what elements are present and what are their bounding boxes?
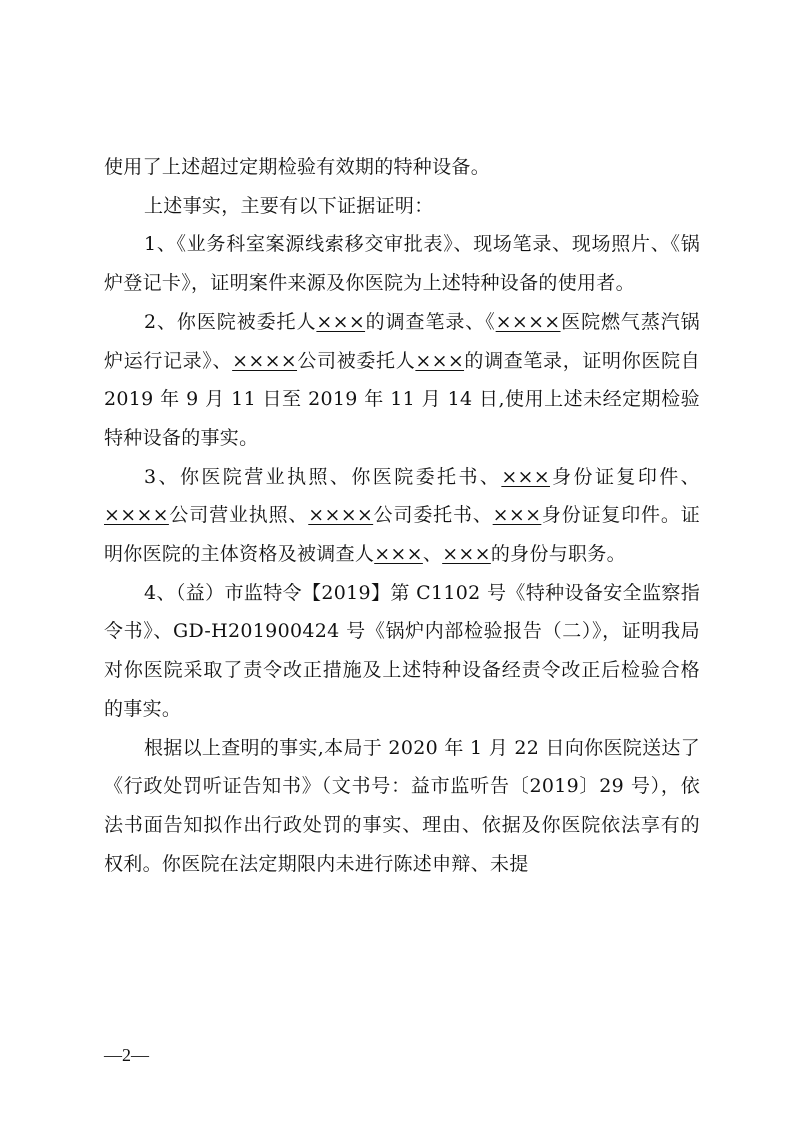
text-run: 3、你医院营业执照、你医院委托书、 <box>144 465 502 488</box>
redacted-name: ××× <box>415 349 465 372</box>
paragraph-p6 <box>104 729 700 884</box>
paragraph-p5 <box>104 574 700 729</box>
text-run: 的身份与职务。 <box>490 543 626 566</box>
paragraph-p0 <box>104 148 700 187</box>
text-run: 公司被委托人 <box>297 349 416 372</box>
text-run: 公司营业执照、 <box>168 504 309 527</box>
text-run: 2、你医院被委托人 <box>144 310 317 333</box>
paragraph-p2 <box>104 225 700 302</box>
redacted-name: ××× <box>374 543 423 566</box>
paragraph-p1 <box>104 187 700 226</box>
page-number: —2— <box>104 1045 149 1065</box>
redacted-name: ×××× <box>308 504 374 527</box>
redacted-name: ××× <box>316 310 366 333</box>
redacted-name: ××× <box>492 504 542 527</box>
redacted-name: ×××× <box>104 504 169 527</box>
text-run: 使用了上述超过定期检验有效期的特种设备。 <box>104 156 491 178</box>
text-run: 医院燃气蒸汽锅炉运行记录》、 <box>104 310 700 372</box>
redacted-name: ××× <box>501 465 550 488</box>
text-run: 身份证复印件、 <box>550 465 700 488</box>
text-run: 1、《业务科室案源线索移交审批表》、现场笔录、现场照片、《锅炉登记卡》，证明案件来源及你医院为上述特种设备的使用者。 <box>104 233 700 295</box>
text-run: 的调查笔录、《 <box>365 310 496 333</box>
redacted-name: ×××× <box>232 349 298 372</box>
text-run: 4、（益）市监特令【2019】第 C1102 号《特种设备安全监察指令书》、GD-H201900424 号《锅炉内部检验报告（二）》，证明我局对你医院采取了责令改正措施及上述特种设备经责令改正后检验合格的事实。 <box>104 581 700 720</box>
text-run: 根据以上查明的事实,本局于 2020 年 1 月 22 日向你医院送达了《行政处罚听证告知书》（文书号：益市监听告〔2019〕29 号），依法书面告知拟作出行政处罚的事实、理由、依据及你医院依法享有的权利。你医院在法定期限内未进行陈述申辩、未提 <box>104 736 700 875</box>
document-body <box>104 148 700 883</box>
text-run: 身份证复印件。证明你医院的主体资格及被调查人 <box>104 504 700 566</box>
paragraph-p3 <box>104 303 700 458</box>
paragraph-p4 <box>104 458 700 574</box>
text-run: 公司委托书、 <box>373 504 493 527</box>
redacted-name: ×××× <box>495 310 561 333</box>
redacted-name: ××× <box>442 543 491 566</box>
text-run: 、 <box>422 543 443 566</box>
text-run: 上述事实，主要有以下证据证明： <box>144 194 434 217</box>
text-run: 的调查笔录，证明你医院自 2019 年 9 月 11 日至 2019 年 11 月 14 日,使用上述未经定期检验特种设备的事实。 <box>104 349 700 449</box>
